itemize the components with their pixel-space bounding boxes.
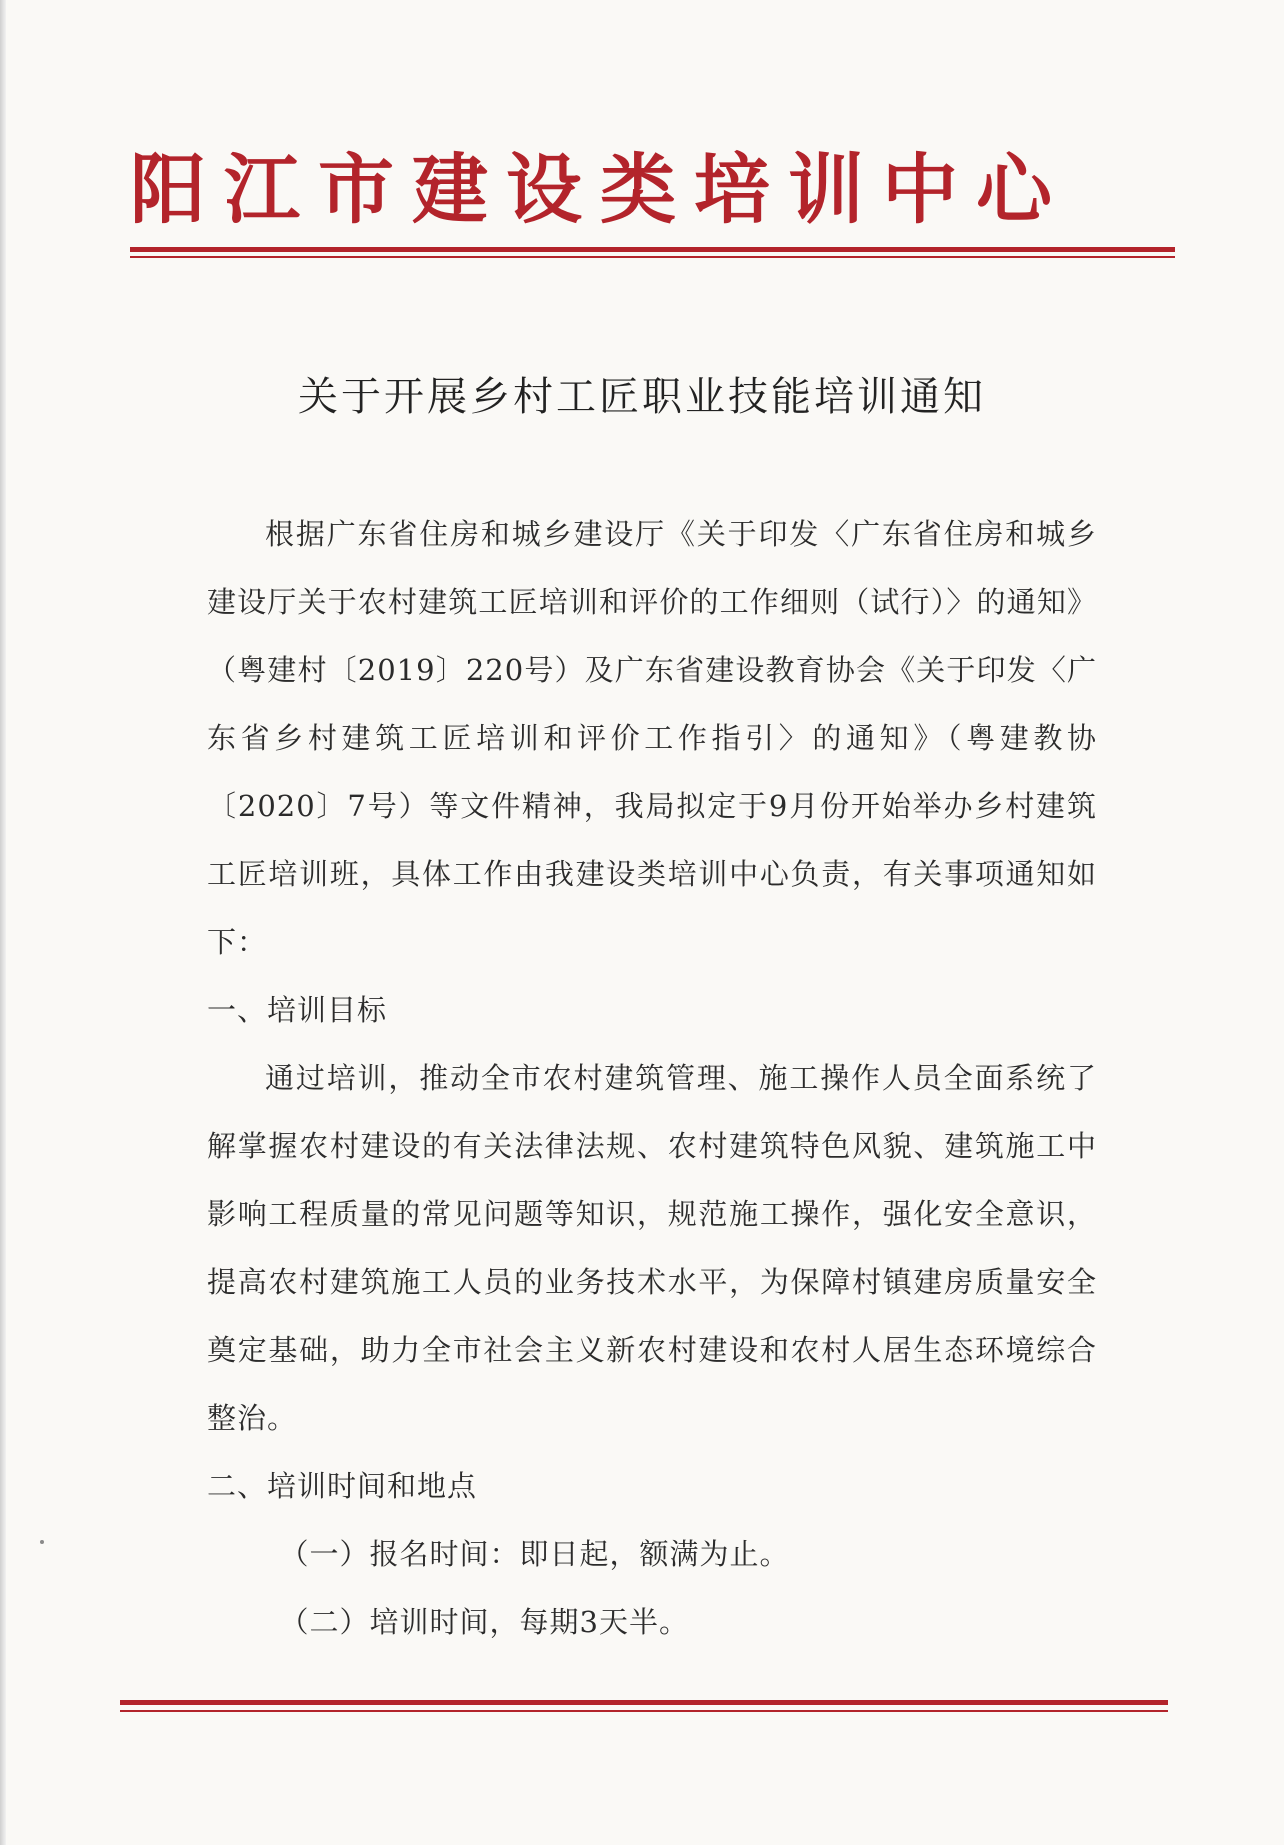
intro-paragraph: 根据广东省住房和城乡建设厅《关于印发〈广东省住房和城乡建设厅关于农村建筑工匠培训和评价的工作细则（试行）〉的通知》（粤建村〔2019〕220号）及广东省建设教育协会《关于印发〈广东省乡村建筑工匠培训和评价工作指引〉的通知》（粤建教协〔2020〕7号）等文件精神，我局拟定于9月份开始举办乡村建筑工匠培训班，具体工作由我建设类培训中心负责，有关事项通知如下： xyxy=(207,517,1097,959)
section-2-heading: 二、培训时间和地点 xyxy=(207,1469,478,1503)
section-1-paragraph: 通过培训，推动全市农村建筑管理、施工操作人员全面系统了解掌握农村建设的有关法律法规、农村建筑特色风貌、建筑施工中影响工程质量的常见问题等知识，规范施工操作，强化安全意识，提高农村建筑施工人员的业务技术水平，为保障村镇建房质量安全奠定基础，助力全市社会主义新农村建设和农村人居生态环境综合整治。 xyxy=(207,1061,1097,1435)
section-1-heading: 一、培训目标 xyxy=(207,993,388,1027)
section-2-item-1: （一）报名时间：即日起，额满为止。 xyxy=(279,1537,790,1571)
document-body xyxy=(207,500,1097,1656)
footer-rule-thin xyxy=(120,1710,1168,1712)
document-title: 关于开展乡村工匠职业技能培训通知 xyxy=(298,374,986,420)
letterhead-org-name: 阳江市建设类培训中心 xyxy=(130,145,1070,234)
section-2-item-2: （二）培训时间，每期3天半。 xyxy=(279,1605,689,1639)
footer-rule-thick xyxy=(120,1700,1168,1705)
letterhead-rule-thin xyxy=(130,256,1175,258)
scan-speck xyxy=(40,1540,44,1544)
letterhead-rule-thick xyxy=(130,247,1175,252)
scan-edge xyxy=(0,0,6,1845)
